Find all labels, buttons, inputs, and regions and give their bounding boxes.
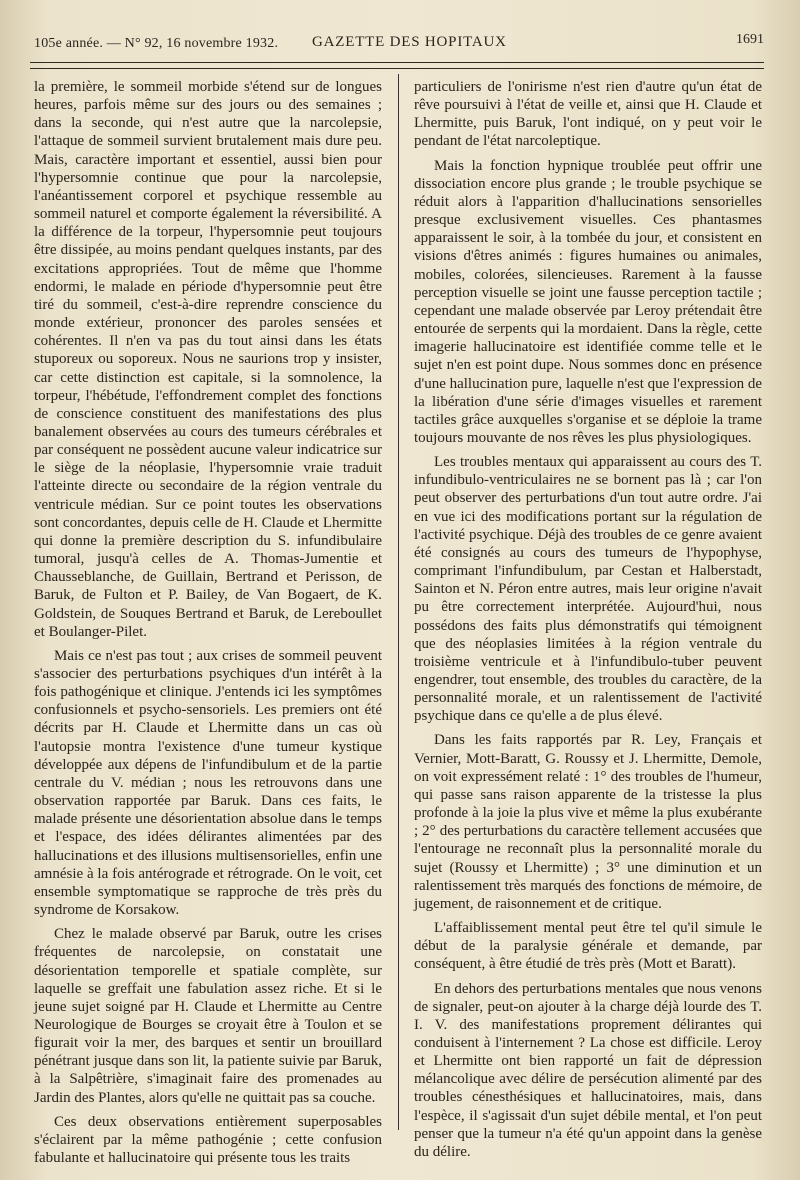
issue-info: 105e année. — N° 92, 16 novembre 1932. (34, 36, 279, 51)
paragraph: Ces deux observations entièrement superposables s'éclairent par la même pathogénie ; cette confusion fabulante et hallucinatoire qui présente tous les traits (34, 1113, 382, 1167)
right-column (414, 78, 762, 1161)
left-column (34, 78, 382, 1167)
paragraph: Mais la fonction hypnique troublée peut offrir une dissociation encore plus grande ; le trouble psychique se réduit alors à l'apparition d'hallucinations sensorielles presque exclusivement visuelles. Ces phantasmes apparaissent le soir, à la tombée du jour, et consistent en visions d'êtres animés : figures humaines ou animales, mobiles, colorées, silencieuses. Rarement à la fausse perception visuelle se joint une fausse perception tactile ; cependant une malade observée par Leroy prétendait être entourée de serpents qui la mordaient. Dans la règle, cette imagerie hallucinatoire est identifiée comme telle et le sujet n'en est point dupe. Nous sommes donc en présence d'une hallucination pure, laquelle n'est que l'expression de la libération d'une série d'images visuelles et rarement tactiles grâce auxquelles s'organise et se déploie la trame toujours mouvante de nos rêves les plus physiologiques. (414, 157, 763, 446)
paragraph: Chez le malade observé par Baruk, outre les crises fréquentes de narcolepsie, on constatait une désorientation temporelle et spatiale complète, sur laquelle se greffait une fabulation assez riche. Et si le jeune sujet soigné par H. Claude et Lhermitte au Centre Neurologique de Bourges se croyait être à Toulon et se figurait voir la mer, des barques et sentir un brouillard pénétrant jusque dans son lit, la patiente suivie par Baruk, à la Salpêtrière, s'imaginait faire des promenades au Jardin des Plantes, alors qu'elle ne quittait pas sa couche. (34, 926, 382, 1106)
paragraph: L'affaiblissement mental peut être tel qu'il simule le début de la paralysie générale et demande, par conséquent, à être étudié de très près (Mott et Baratt). (414, 920, 762, 973)
paragraph: la première, le sommeil morbide s'étend sur de longues heures, parfois même sur des jours ou des semaines ; dans la seconde, qui n'est autre que la narcolepsie, l'attaque de sommeil survient brutalement mais dure peu. Mais, caractère important et essentiel, aussi bien pour l'hypersomnie continue que pour la narcolepsie, l'anéantissement corporel et psychique ressemble au sommeil naturel et comporte également la réversibilité. A la différence de la torpeur, l'hypersomnie peut toujours être dissipée, au moins pendant quelques instants, par des excitations appropriées. Tout de même que l'homme endormi, le malade en période d'hypersomnie peut être tiré du sommeil, c'est-à-dire reprendre conscience du monde extérieur, prononcer des paroles sensées et cohérentes. Il n'en va pas du tout ainsi dans les états stuporeux ou soporeux. Nous ne saurions trop y insister, car cette distinction est capitale, si la somnolence, la torpeur, l'hébétude, l'effondrement complet des fonctions de conscience constituent des manifestations des plus banalement observées au cours des tumeurs cérébrales et par conséquent ne possèdent aucune valeur indicatrice sur le siège de la néoplasie, l'hypersomnie vraie traduit l'atteinte directe ou secondaire de la région ventrale du ventricule médian. Sur ce point toutes les observations sont concordantes, depuis celle de H. Claude et Lhermitte qui donne la première description du S. infundibulaire tumoral, jusqu'à celles de A. Thomas-Jumentie et Chausseblanche, de Guillain, Bertrand et Perisson, de Baruk, de Fulton et P. Bailey, de Van Bogaert, de K. Goldstein, de Souques Bertrand et Baruk, de Lereboullet et Boulanger-Pilet. (34, 79, 382, 640)
paragraph: Dans les faits rapportés par R. Ley, Français et Vernier, Mott-Baratt, G. Roussy et J. Lhermitte, Demole, on voit expressément relaté : 1° des troubles de l'humeur, qui passe sans raison apparente de la tristesse la plus profonde à la joie la plus vive et même la plus exubérante ; 2° des perturbations du caractère tellement accusées que l'entourage ne reconnaît plus la personnalité morale du sujet (Roussy et Lhermitte) ; 3° une diminution et un ralentissement très marqués des fonctions de mémoire, de jugement, de raisonnement et de critique. (414, 732, 762, 912)
paragraph: particuliers de l'onirisme n'est rien d'autre qu'un état de rêve poursuivi à l'état de veille et, ainsi que H. Claude et Lhermitte, puis Baruk, l'ont indiqué, on y peut voir le pendant de l'état narcoleptique. (414, 79, 762, 150)
paragraph: Les troubles mentaux qui apparaissent au cours des T. infundibulo-ventriculaires ne se bornent pas là ; car l'on peut observer des perturbations d'un tout autre ordre. J'ai en vue ici des modifications portant sur la régulation de l'activité psychique. Déjà des troubles de ce genre avaient été consignés au cours des tumeurs de l'hypophyse, comprimant l'infundibulum, par Cestan et Halberstadt, Sainton et N. Péron entre autres, mais leur origine n'avait pu être correctement interprétée. Aujourd'hui, nous possédons des faits plus démonstratifs qui témoignent que des néoplasies limitées à la région ventrale du troisième ventricule et à l'infundibulo-tuber peuvent engendrer, tout ensemble, des troubles du caractère, de la personnalité morale, et un ralentissement de l'activité psychique dans ce qu'elle a de plus élevé. (414, 454, 762, 725)
journal-title: GAZETTE DES HOPITAUX (312, 34, 507, 50)
column-divider (398, 74, 399, 1130)
paragraph: Mais ce n'est pas tout ; aux crises de sommeil peuvent s'associer des perturbations psychiques d'un intérêt à la fois pathogénique et clinique. J'entends ici les symptômes confusionnels et psycho-sensoriels. Les premiers ont été décrits par H. Claude et Lhermitte dans un cas où l'autopsie montra l'existence d'une tumeur kystique développée aux dépens de l'infundibulum et de la partie centrale du V. médian ; nous les retrouvons dans une observation rapportée par Baruk. Dans ces faits, le malade présente une désorientation absolue dans le temps et l'espace, des idées délirantes alimentées par des hallucinations et des illusions multisensorielles, enfin une amnésie à la fois antérograde et rétrograde. On le voit, cet ensemble symptomatique se rapproche de très près du syndrome de Korsakow. (34, 647, 382, 919)
page-number: 1691 (736, 32, 764, 47)
header-rule-bottom (30, 68, 764, 69)
header-rule-top (30, 62, 764, 63)
page-header (34, 28, 764, 58)
paragraph: En dehors des perturbations mentales que nous venons de signaler, peut-on ajouter à la charge déjà lourde des T. I. V. des manifestations proprement délirantes qui conduisent à l'internement ? La chose est difficile. Leroy et Lhermitte ont bien rapporté un fait de dépression mélancolique avec délire de persécution alimenté par des troubles cénesthésiques et hallucinatoires, mais, dans l'espèce, il s'agissait d'un sujet débile mental, et l'on peut penser que la tumeur n'a été qu'un appoint dans la genèse du délire. (414, 980, 762, 1160)
